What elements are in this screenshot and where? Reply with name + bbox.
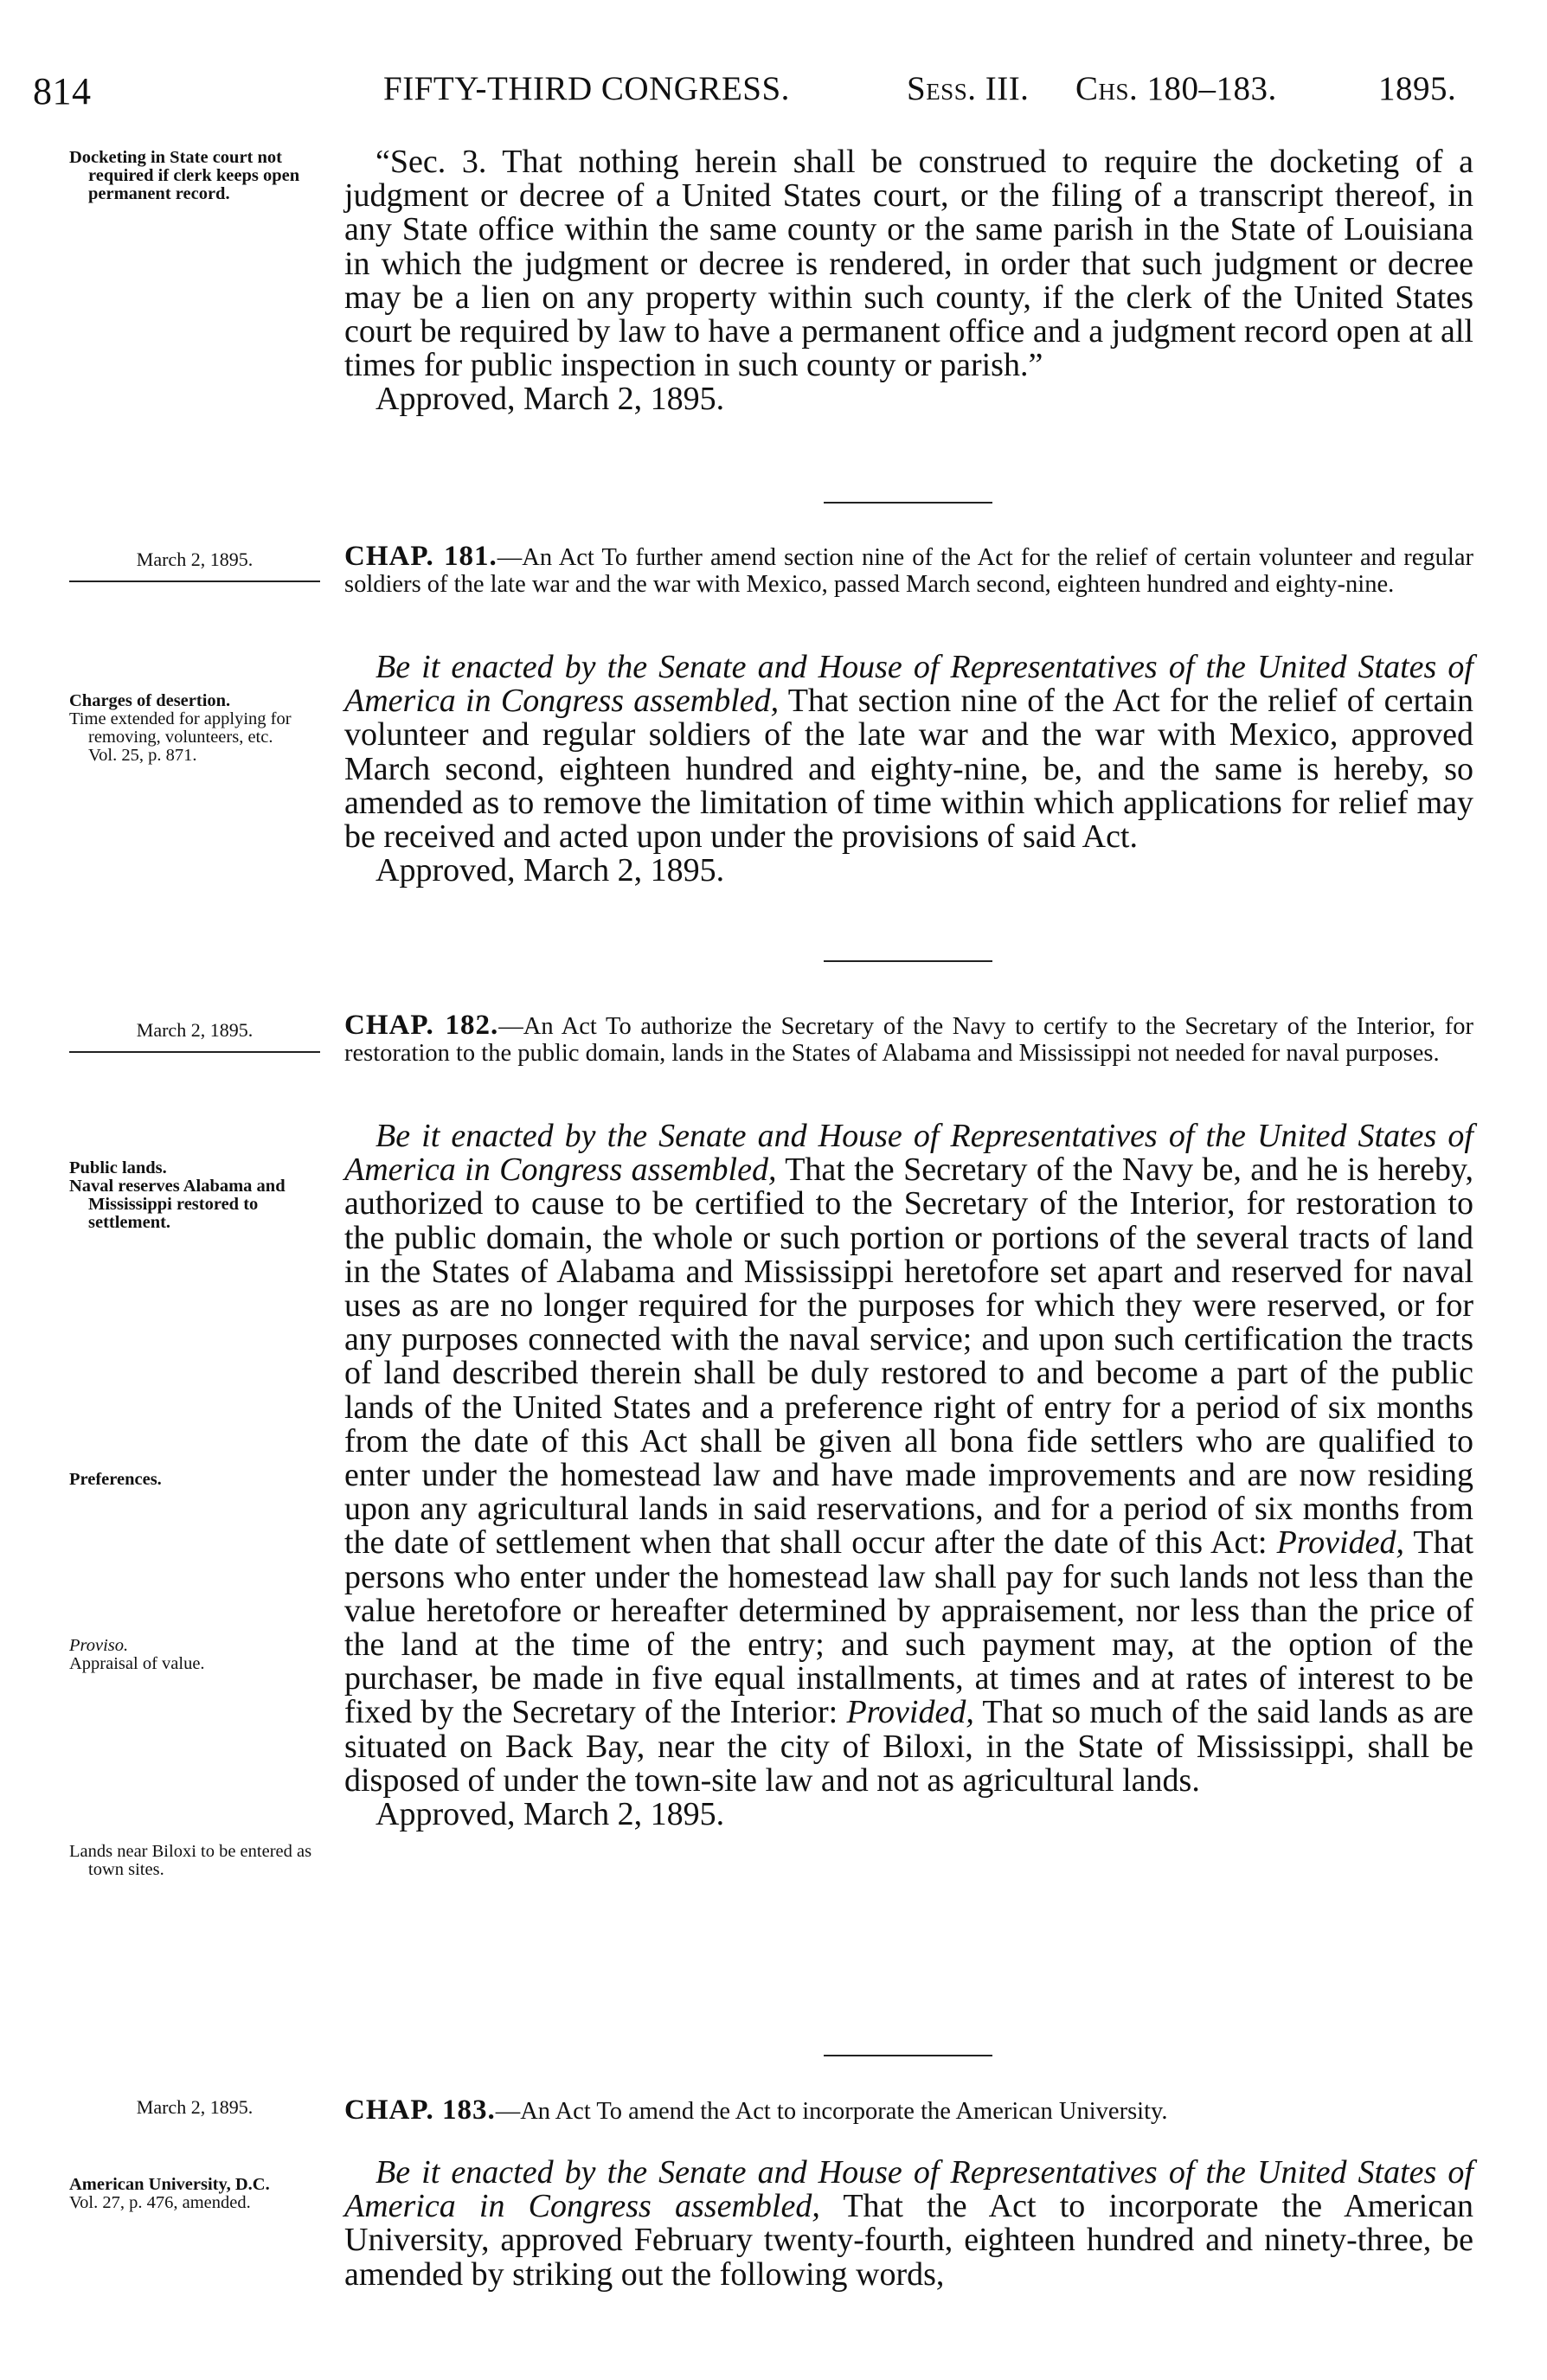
- chap182-enacting: Be it enacted by the Senate and House of Representatives of the United States of America in Congress assembled,: [344, 1118, 1473, 1189]
- section-separator: [824, 502, 992, 504]
- chap183-margin-notes: [69, 2176, 320, 2212]
- chap181-enacting: Be it enacted by the Senate and House of Representatives of the United States of America in Congress assembled,: [344, 649, 1473, 720]
- sec3-block: [344, 145, 1473, 417]
- margin-note-docketing: Docketing in State court not required if clerk keeps open permanent record.: [69, 148, 300, 203]
- page-number: 814: [33, 70, 92, 112]
- chap183-paragraph: [344, 2156, 1473, 2292]
- chap183-margin-ref: Vol. 27, p. 476, amended.: [69, 2193, 251, 2212]
- chap183-title-block: [344, 2097, 1473, 2125]
- chap181-date: March 2, 1895.: [136, 548, 254, 570]
- header-session: Sess. III.: [907, 70, 1030, 107]
- chap183-date: March 2, 1895.: [136, 2096, 254, 2118]
- sec3-text: “Sec. 3. That nothing herein shall be construed to require the docketing of a judgment or decree of a United States court, or the filing of a transcript thereof, in any State office within the same county or the same parish in the State of Louisiana in which the judgment or decree is rendered, in order that such judgment or decree may be a lien on any property within such county, if the clerk of the United States court be required by law to have a permanent office and a judgment record open at all times for public inspection in such county or parish.”: [344, 144, 1473, 384]
- chap182-title: —An Act To authorize the Secretary of the Navy to certify to the Secretary of the Interior, for restoration to the public domain, lands in the States of Alabama and Mississippi not needed for naval purposes.: [344, 1013, 1473, 1067]
- chap182-approved: Approved, March 2, 1895.: [376, 1796, 725, 1833]
- chap183-label: CHAP. 183.: [344, 2095, 496, 2126]
- chap181-approved: Approved, March 2, 1895.: [376, 852, 725, 889]
- chap181-margin-date: [69, 550, 320, 582]
- chap181-text: That section nine of the Act for the relief of certain volunteer and regular soldiers of the late war and the war with Mexico, approved March second, eighteen hundred and eighty-nine, be, and the same is hereby, so amended as to remove the limitation of time within which applications for relief may be received and acted upon under the provisions of said Act.: [344, 683, 1473, 856]
- chap181-title-block: [344, 543, 1473, 598]
- chap183-title: —An Act To amend the Act to incorporate the American University.: [495, 2098, 1168, 2125]
- chap182-body: [344, 1119, 1473, 1832]
- chap182-margin-appraisal: Appraisal of value.: [69, 1654, 205, 1673]
- section-separator: [824, 2055, 992, 2056]
- chap181-title: —An Act To further amend section nine of the Act for the relief of certain volunteer and regular soldiers of the late war and the war with Mexico, passed March second, eighteen hundred and eighty-nine.: [344, 544, 1473, 598]
- header-chapters: Chs. 180–183.: [1075, 70, 1277, 107]
- chap183-margin-date: [69, 2098, 320, 2116]
- chap183-enacting: Be it enacted by the Senate and House of Representatives of the United States of America in Congress assembled,: [344, 2154, 1473, 2225]
- chap182-margin-proviso: Proviso.: [69, 1636, 129, 1655]
- chap182-proviso-1: Provided,: [1276, 1524, 1404, 1562]
- chap182-text-3: That so much of the said lands as are situated on Back Bay, near the city of Biloxi, in the State of Mississippi, shall be disposed of under the town-site law and not as agricultural lands.: [344, 1694, 1473, 1799]
- chap181-body: [344, 651, 1473, 888]
- chap182-margin-biloxi: Lands near Biloxi to be entered as town sites.: [69, 1842, 312, 1879]
- chap182-margin-date: [69, 1021, 320, 1053]
- chap181-paragraph: [344, 651, 1473, 854]
- chap181-margin-ref: Vol. 25, p. 871.: [88, 746, 197, 765]
- chap182-proviso-2: Provided,: [846, 1694, 974, 1731]
- section-separator: [824, 960, 992, 962]
- date-rule: [69, 1051, 320, 1053]
- chap182-margin-naval: Naval reserves Alabama and Mississippi restored to settlement.: [69, 1177, 286, 1232]
- chap182-text-2: That persons who enter under the homestead law shall pay for such lands not less than the value heretofore or hereafter determined by appraisement, nor less than the price of the land at the time of the entry; and such payment may, at the option of the purchaser, be made in five equal installments, at times and at rates of interest to be fixed by the Secretary of the Interior:: [344, 1524, 1474, 1731]
- header-title: FIFTY-THIRD CONGRESS.: [383, 70, 790, 107]
- chap182-text-1: That the Secretary of the Navy be, and he is hereby, authorized to cause to be certified to the Secretary of the Interior, for restoration to the public domain, the whole or such portion or portions of the several tracts of land in the States of Alabama and Mississippi heretofore set apart and reserved for naval uses as are no longer required for the purposes for which they were reserved, or for any purposes connected with the naval service; and upon such certification the tracts of land described therein shall be duly restored to and become a part of the public lands of the United States and a preference right of entry for a period of six months from the date of this Act shall be given all bona fide settlers who are qualified to enter under the homestead law and have made improvements and are now residing upon any agricultural lands in said reservations, and for a period of six months from the date of settlement when that shall occur after the date of this Act:: [344, 1152, 1474, 1562]
- chap181-margin-heading: Charges of desertion.: [69, 691, 231, 710]
- chap182-label: CHAP. 182.: [344, 1010, 499, 1041]
- chap183-text: That the Act to incorporate the American University, approved February twenty-fourth, eighteen hundred and ninety-three, be amended by striking out the following words,: [344, 2188, 1473, 2293]
- chap183-margin-heading: American University, D.C.: [69, 2175, 270, 2194]
- chap182-margin-public-lands: Public lands.: [69, 1158, 167, 1177]
- chap181-margin-notes: [69, 692, 320, 765]
- chap182-paragraph: [344, 1119, 1473, 1798]
- chap182-date: March 2, 1895.: [136, 1019, 254, 1041]
- chap183-body: [344, 2156, 1473, 2292]
- date-rule: [69, 581, 320, 582]
- chap182-margin-preferences: Preferences.: [69, 1470, 162, 1489]
- chap181-margin-note: Time extended for applying for removing, volunteers, etc.: [69, 709, 292, 747]
- sec3-approved: Approved, March 2, 1895.: [376, 381, 725, 418]
- chap182-title-block: [344, 1012, 1473, 1067]
- header-year: 1895.: [1378, 70, 1457, 107]
- running-header: [33, 69, 1469, 112]
- chap181-label: CHAP. 181.: [344, 541, 497, 572]
